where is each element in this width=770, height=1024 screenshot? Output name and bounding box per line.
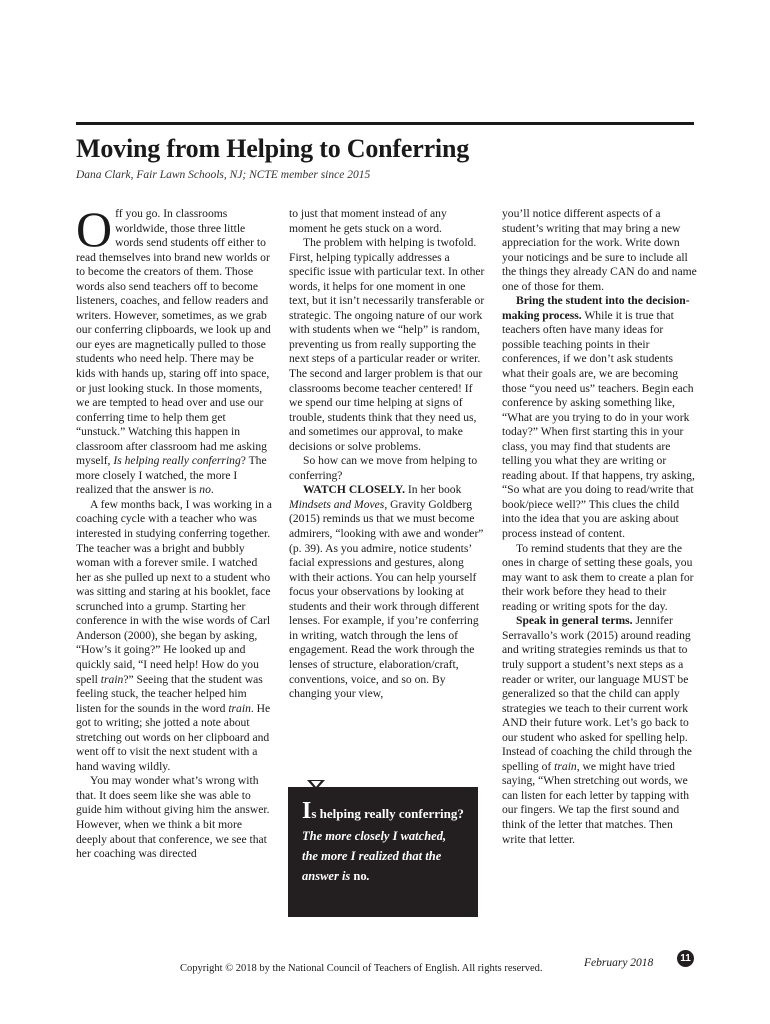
pullquote-answer: The more closely I watched, the more I realized that the answer is no. [302, 829, 447, 883]
paragraph: So how can we move from helping to conferring? [289, 454, 478, 482]
paragraph-intro: Off you go. In classrooms worldwide, those three little words send students off either to read themselves into brand new worlds or to become the creators of them. Those words also send teachers off to become listeners, coaches, and fellow readers and writers. However, sometimes, as we grab our conferring clipboards, we look up and our eyes are magnetically pulled to those students who need help. There may be kids with hands up, staring off into space, or just looking stuck. In those moments, we are tempted to head over and use our conferring time to help them get “unstuck.” Watching this happen in classroom after classroom had me asking myself, Is helping really conferring? The more closely I watched, the more I realized that the answer is no. [76, 201, 271, 497]
paragraph: A few months back, I was working in a coaching cycle with a teacher who was interested in studying conferring together. The teacher was a bright and bubbly woman with a forever smile. I watched her as she pulled up next to a student who was sitting and staring at his booklet, face scrunched into a grump. Starting her conference in with the wise words of Carl Anderson (2000), she began by asking, “How’s it going?” He looked up and quickly said, “I need help! How do you spell train?” Seeing that the student was feeling stuck, the teacher helped him listen for the sounds in the word train. He got to writing; she jotted a note about stretching out words on her clipboard and went off to visit the next student with a hand waving wildly. [76, 497, 272, 773]
drop-cap: O [76, 201, 113, 257]
section-heading: Speak in general terms. [516, 614, 633, 628]
column-1 [76, 201, 272, 862]
paragraph: To remind students that they are the ones in charge of setting these goals, you may want to ask them to create a plan for their work before they head to their reading or writing spots for the day. [502, 541, 694, 613]
column-3 [502, 207, 697, 847]
paragraph: You may wonder what’s wrong with that. It does seem like she was able to guide him without giving him the answer. However, when we think a bit more deeply about that conference, we see that her coaching was directed [76, 774, 270, 861]
section-heading: WATCH CLOSELY. [303, 483, 406, 497]
paragraph: The problem with helping is twofold. First, helping typically addresses a specific issue with particular text. In other words, it helps for one moment in one text, but it isn’t necessarily transferable or strategic. The ongoing nature of our work with students when we “help” is random, preventing us from really supporting the next steps of a particular reader or writer. The second and larger problem is that our classrooms become teacher centered! If we spend our time helping at signs of trouble, students think that they need us, and sometimes our approval, to make decisions or solve problems. [289, 236, 485, 453]
paragraph: Bring the student into the decision-making process. While it is true that teachers often have many ideas for possible teaching points in their conferences, if we don’t ask students what their goals are, we are becoming those “you need us” teachers. Begin each conference by asking something like, “What are you trying to do in your work today?” When first starting this in your class, you may find that students are telling you what they are writing or reading about. If that happens, try asking, “So what are you doing to read/write that book/piece well?” This clues the child into the idea that you are asking about process instead of content. [502, 294, 695, 541]
paragraph: you’ll notice different aspects of a student’s writing that may bring a new appreciation for the work. Write down your noticings and be sure to include all the things they already CAN do and name one of those for them. [502, 207, 697, 293]
copyright-notice: Copyright © 2018 by the National Council of Teachers of English. All rights reserved. [180, 963, 543, 974]
column-2 [289, 207, 485, 702]
issue-date: February 2018 [584, 957, 654, 969]
article-byline: Dana Clark, Fair Lawn Schools, NJ; NCTE member since 2015 [76, 169, 371, 181]
section-heading: Bring the student into the decision-making process. [502, 294, 690, 322]
page-number-badge: 11 [677, 950, 694, 967]
paragraph: to just that moment instead of any moment he gets stuck on a word. [289, 207, 447, 235]
pullquote-question: Is helping really conferring? [302, 798, 464, 824]
title-rule [76, 122, 694, 125]
pull-quote [288, 787, 478, 917]
paragraph: WATCH CLOSELY. In her book Mindsets and Moves, Gravity Goldberg (2015) reminds us that we must become admirers, “looking with awe and wonder” (p. 39). As you admire, notice students’ facial expressions and gestures, along with their actions. You can help yourself focus your observations by looking at students and their work through different lenses. For example, if you’re conferring in writing, watch through the lens of engagement. Read the work through the lenses of structure, elaboration/craft, conventions, voice, and so on. By changing your view, [289, 483, 484, 701]
article-title: Moving from Helping to Conferring [76, 134, 469, 163]
paragraph: Speak in general terms. Jennifer Serravallo’s work (2015) around reading and writing strategies reminds us that to truly support a student’s next steps as a reader or writer, our language MUST be generalized so that the child can apply strategies we teach to their current work AND their future work. Let’s go back to our student who asked for spelling help. Instead of coaching the child through the spelling of train, we might have tried saying, “When stretching out words, we can listen for each letter by tapping with our fingers. We tap the first sound and think of the letter that matches. Then write that letter. [502, 614, 692, 846]
